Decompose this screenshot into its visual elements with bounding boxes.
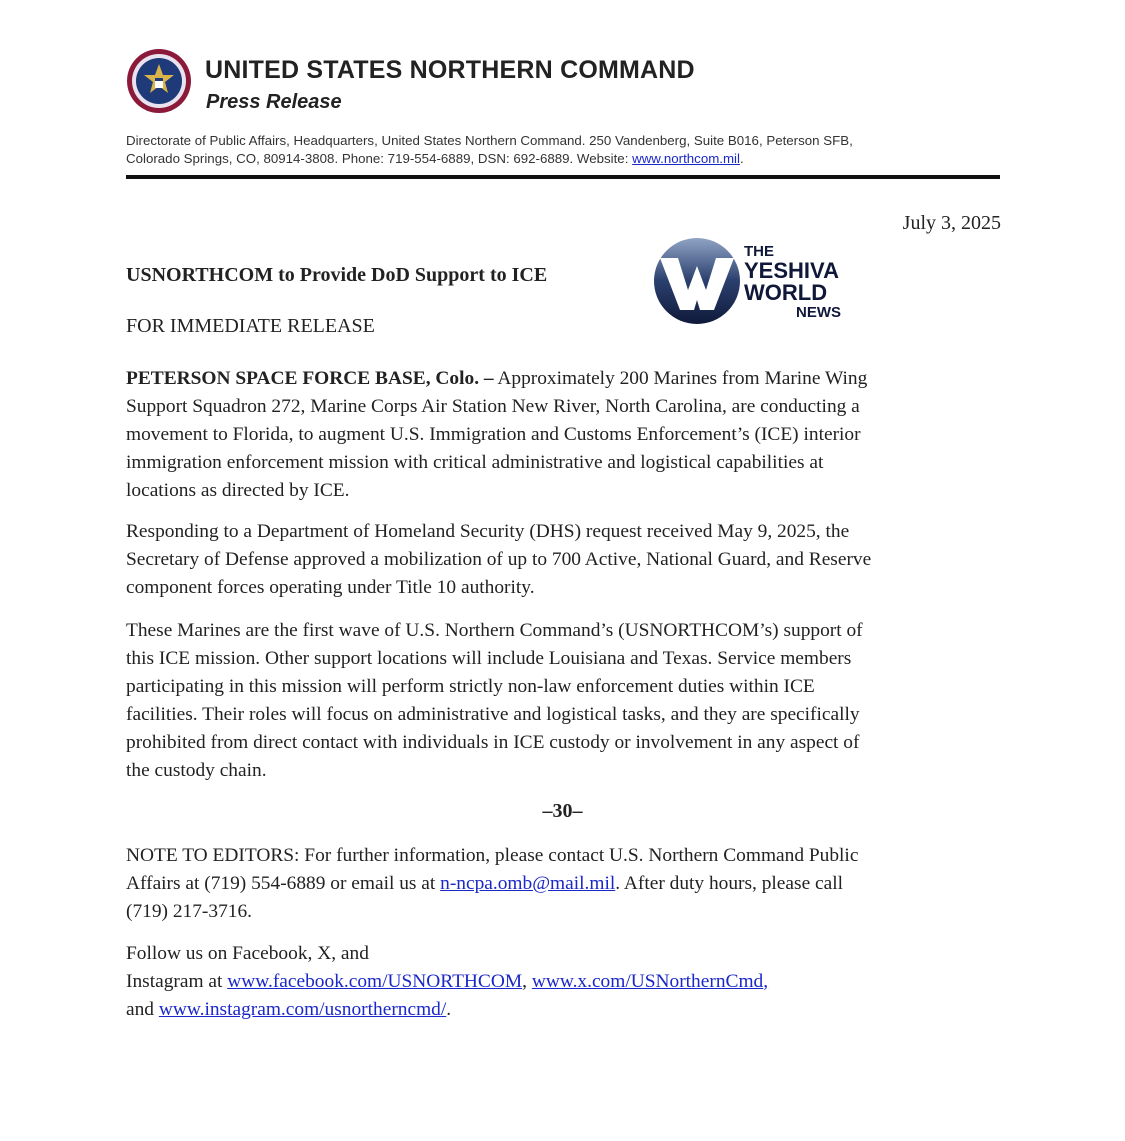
editors-line-2 — [126, 870, 1006, 898]
header-divider — [126, 175, 1000, 179]
p1-line — [126, 365, 1006, 393]
paragraph-2 — [126, 518, 1006, 602]
p1-line: locations as directed by ICE. — [126, 480, 350, 501]
directorate-contact: Colorado Springs, CO, 80914-3808. Phone: 719-554-6889, DSN: 692-6889. Website: — [126, 151, 633, 166]
p1-line: Support Squadron 272, Marine Corps Air Station New River, North Carolina, are conducting a — [126, 396, 860, 417]
release-note: FOR IMMEDIATE RELEASE — [126, 315, 375, 337]
yw-news: NEWS — [796, 304, 841, 321]
follow-text: Instagram at — [126, 971, 228, 992]
org-name: UNITED STATES NORTHERN COMMAND — [205, 56, 695, 84]
directorate-period: . — [739, 151, 744, 166]
p3-line: participating in this mission will perform strictly non-law enforcement duties within ICE — [126, 676, 815, 697]
dateline: PETERSON SPACE FORCE BASE, Colo. – — [126, 368, 494, 389]
yw-the: THE — [744, 243, 774, 260]
follow-line-3 — [126, 996, 1006, 1024]
x-link[interactable]: www.x.com/USNorthernCmd — [531, 971, 764, 992]
yw-yeshiva: YESHIVA — [744, 258, 839, 283]
release-type: Press Release — [206, 91, 342, 113]
editors-line-1: NOTE TO EDITORS: For further information, please contact U.S. Northern Command Public — [126, 845, 859, 866]
p2-line: Responding to a Department of Homeland Security (DHS) request received May 9, 2025, the — [126, 521, 850, 542]
yw-logo-icon — [652, 236, 742, 326]
p2-line: component forces operating under Title 10 authority. — [126, 577, 535, 598]
p3-line: the custody chain. — [126, 760, 267, 781]
directorate-line-2 — [126, 150, 966, 168]
p2-line: Secretary of Defense approved a mobilization of up to 700 Active, National Guard, and Reserve — [126, 549, 872, 570]
follow-separator: , — [763, 971, 769, 992]
p1-text: Approximately 200 Marines from Marine Wing — [493, 368, 868, 389]
p3-line: this ICE mission. Other support locations will include Louisiana and Texas. Service members — [126, 648, 852, 669]
follow-line-1: Follow us on Facebook, X, and — [126, 943, 369, 964]
email-link[interactable]: n-ncpa.omb@mail.mil — [440, 873, 616, 894]
editors-line-3: (719) 217-3716. — [126, 901, 253, 922]
editors-text: . After duty hours, please call — [615, 873, 844, 894]
usnorthcom-seal-icon — [126, 48, 192, 114]
end-mark: –30– — [542, 800, 583, 822]
follow-line-2 — [126, 968, 1006, 996]
instagram-link[interactable]: www.instagram.com/usnortherncmd/ — [158, 999, 447, 1020]
yw-world: WORLD — [744, 280, 828, 305]
paragraph-1 — [126, 365, 1006, 505]
follow-period: . — [446, 999, 452, 1020]
directorate-address — [126, 132, 966, 168]
p3-line: These Marines are the first wave of U.S. Northern Command’s (USNORTHCOM’s) support of — [126, 620, 863, 641]
editors-text: Affairs at (719) 554-6889 or email us at — [126, 873, 441, 894]
follow-text: and — [126, 999, 159, 1020]
headline: USNORTHCOM to Provide DoD Support to ICE — [126, 264, 548, 286]
facebook-link[interactable]: www.facebook.com/USNORTHCOM — [227, 971, 523, 992]
p1-line: movement to Florida, to augment U.S. Immigration and Customs Enforcement’s (ICE) interior — [126, 424, 861, 445]
website-link[interactable]: www.northcom.mil — [632, 151, 740, 166]
p3-line: facilities. Their roles will focus on administrative and logistical tasks, and they are specifically — [126, 704, 860, 725]
p1-line: immigration enforcement mission with critical administrative and logistical capabilities at — [126, 452, 824, 473]
paragraph-3 — [126, 617, 1006, 785]
yeshiva-world-news-logo — [652, 236, 862, 328]
p3-line: prohibited from direct contact with individuals in ICE custody or involvement in any aspect of — [126, 732, 860, 753]
note-to-editors — [126, 842, 1006, 926]
follow-us — [126, 940, 1006, 1024]
release-date: July 3, 2025 — [902, 212, 1001, 234]
directorate-line-1: Directorate of Public Affairs, Headquarters, United States Northern Command. 250 Vandenberg, Suite B016, Peterson SFB, — [126, 133, 853, 148]
follow-separator: , — [522, 971, 532, 992]
